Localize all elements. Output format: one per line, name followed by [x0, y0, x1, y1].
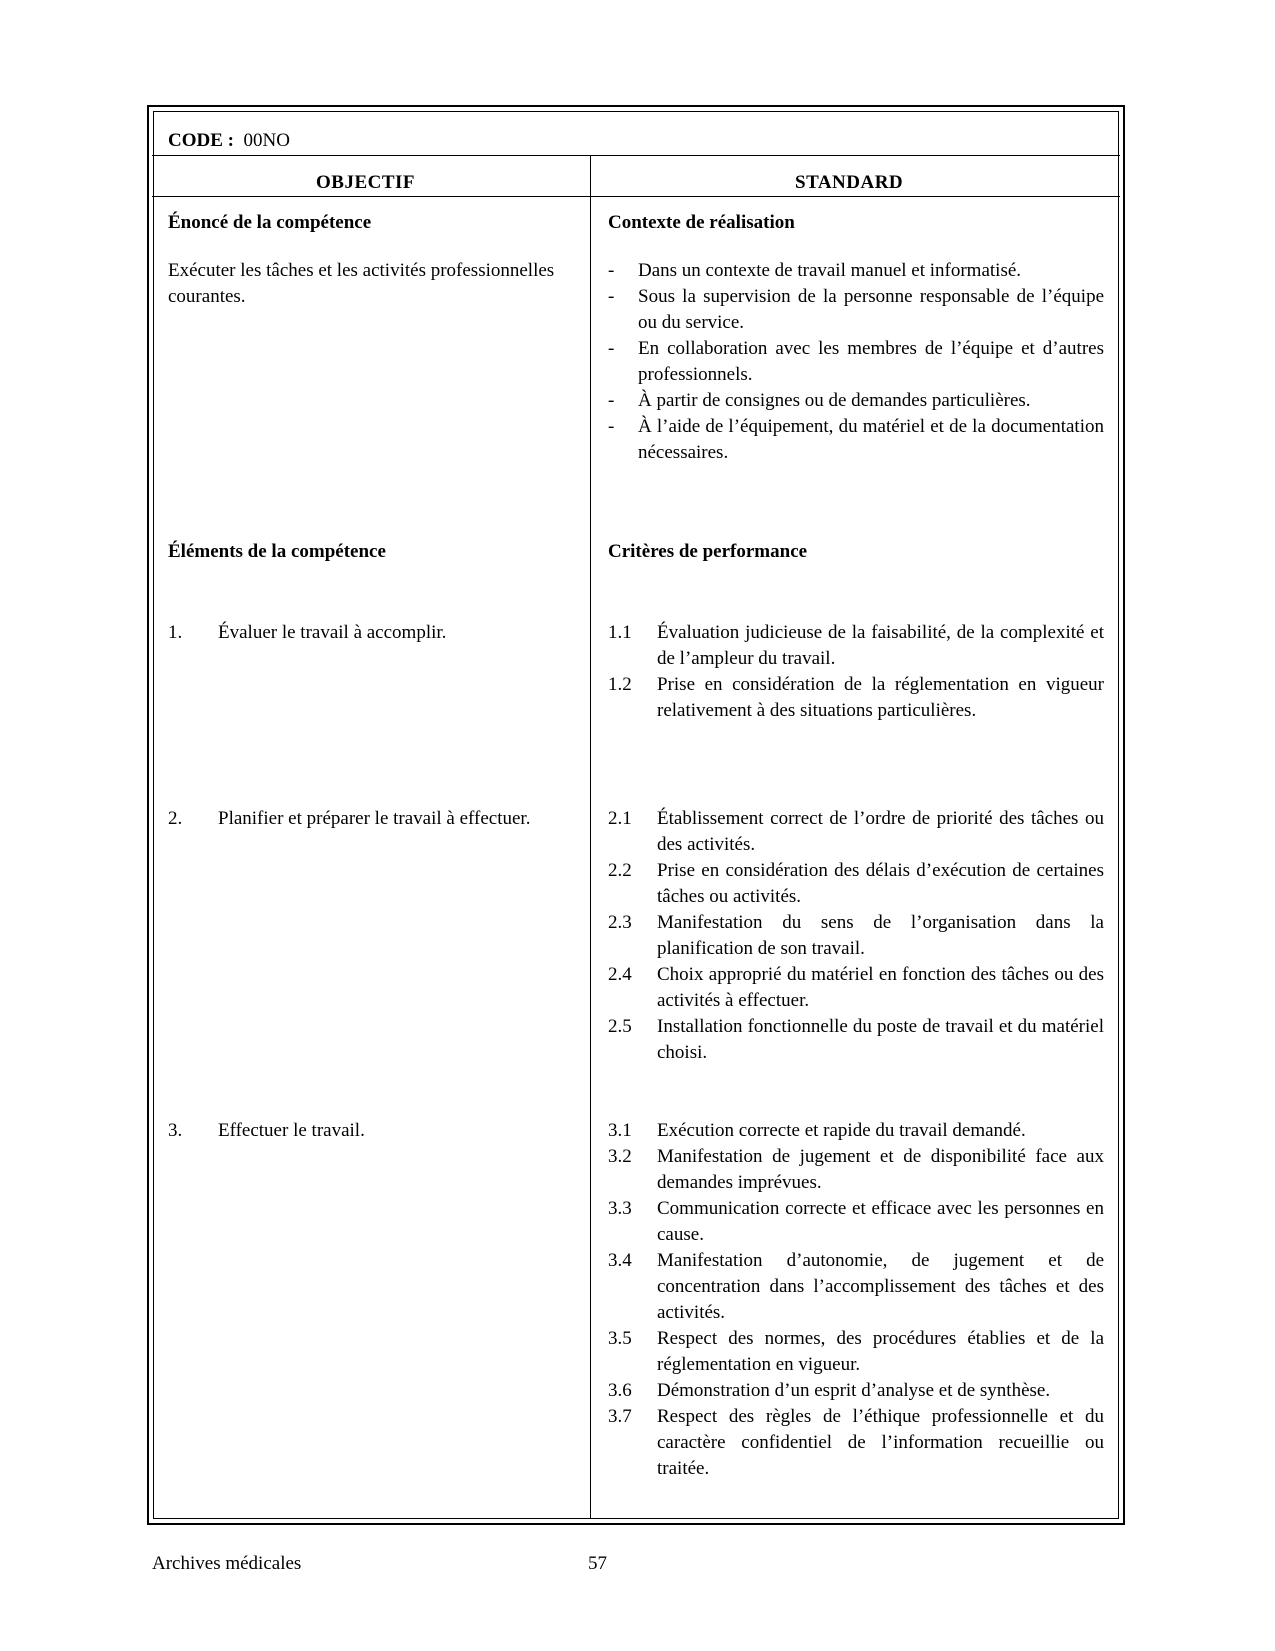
criterion: 3.4 Manifestation d’autonomie, de jugement et de concentration dans l’accomplissement des tâches et des activités. [608, 1250, 1104, 1323]
element-2: 2. Planifier et préparer le travail à effectuer. [168, 808, 531, 829]
criterion: 2.1 Établissement correct de l’ordre de priorité des tâches ou des activités. [608, 808, 1104, 855]
criteria-1 [608, 620, 1104, 724]
contexte-item: - Dans un contexte de travail manuel et informatisé. [608, 260, 1022, 281]
enonce-text: Exécuter les tâches et les activités professionnelles courantes. [168, 260, 555, 307]
element-3: 3. Effectuer le travail. [168, 1120, 365, 1141]
element-text: Effectuer le travail. [218, 1120, 365, 1141]
criteres-title: Critères de performance [608, 541, 808, 562]
criterion: 1.2 Prise en considération de la réglementation en vigueur relativement à des situations particulières. [608, 674, 1104, 721]
contexte-item: - À partir de consignes ou de demandes particulières. [608, 390, 1031, 411]
element-text: Planifier et préparer le travail à effectuer. [218, 808, 531, 829]
enonce-section [168, 210, 578, 310]
header-top-rule [152, 155, 1120, 156]
criterion: 3.3 Communication correcte et efficace avec les personnes en cause. [608, 1198, 1104, 1245]
elements-title: Éléments de la compétence [168, 541, 386, 562]
standard-header: STANDARD [795, 172, 904, 193]
criteria-3 [608, 1118, 1104, 1482]
criterion: 2.4 Choix approprié du matériel en fonction des tâches ou des activités à effectuer. [608, 964, 1104, 1011]
header-bottom-rule [152, 196, 1120, 197]
contexte-item: - Sous la supervision de la personne responsable de l’équipe ou du service. [608, 286, 1104, 333]
footer-program: Archives médicales [152, 1553, 302, 1574]
contexte-item: - En collaboration avec les membres de l’équipe et d’autres professionnels. [608, 338, 1104, 385]
code-line [168, 128, 290, 154]
criterion: 2.2 Prise en considération des délais d’exécution de certaines tâches ou activités. [608, 860, 1104, 907]
contexte-list [608, 258, 1104, 466]
contexte-title: Contexte de réalisation [608, 212, 795, 233]
element-1: 1. Évaluer le travail à accomplir. [168, 622, 447, 643]
criteria-2 [608, 806, 1104, 1066]
criterion: 1.1 Évaluation judicieuse de la faisabilité, de la complexité et de l’ampleur du travail. [608, 622, 1104, 669]
code-label: CODE : [168, 130, 234, 151]
enonce-title: Énoncé de la compétence [168, 212, 372, 233]
column-divider [590, 155, 591, 1519]
criterion: 2.3 Manifestation du sens de l’organisation dans la planification de son travail. [608, 912, 1104, 959]
contexte-section [608, 210, 1104, 466]
criterion: 2.5 Installation fonctionnelle du poste de travail et du matériel choisi. [608, 1016, 1104, 1063]
criterion: 3.2 Manifestation de jugement et de disponibilité face aux demandes imprévues. [608, 1146, 1104, 1193]
criterion: 3.5 Respect des normes, des procédures établies et de la réglementation en vigueur. [608, 1328, 1104, 1375]
code-value: 00NO [243, 130, 290, 151]
element-text: Évaluer le travail à accomplir. [218, 622, 447, 643]
criterion: 3.1 Exécution correcte et rapide du travail demandé. [608, 1120, 1026, 1141]
objectif-header: OBJECTIF [316, 172, 416, 193]
page-number: 57 [588, 1553, 607, 1574]
contexte-item: - À l’aide de l’équipement, du matériel et de la documentation nécessaires. [608, 416, 1104, 463]
criterion: 3.6 Démonstration d’un esprit d’analyse et de synthèse. [608, 1380, 1051, 1401]
criterion: 3.7 Respect des règles de l’éthique professionnelle et du caractère confidentiel de l’information recueillie ou traitée. [608, 1406, 1104, 1479]
